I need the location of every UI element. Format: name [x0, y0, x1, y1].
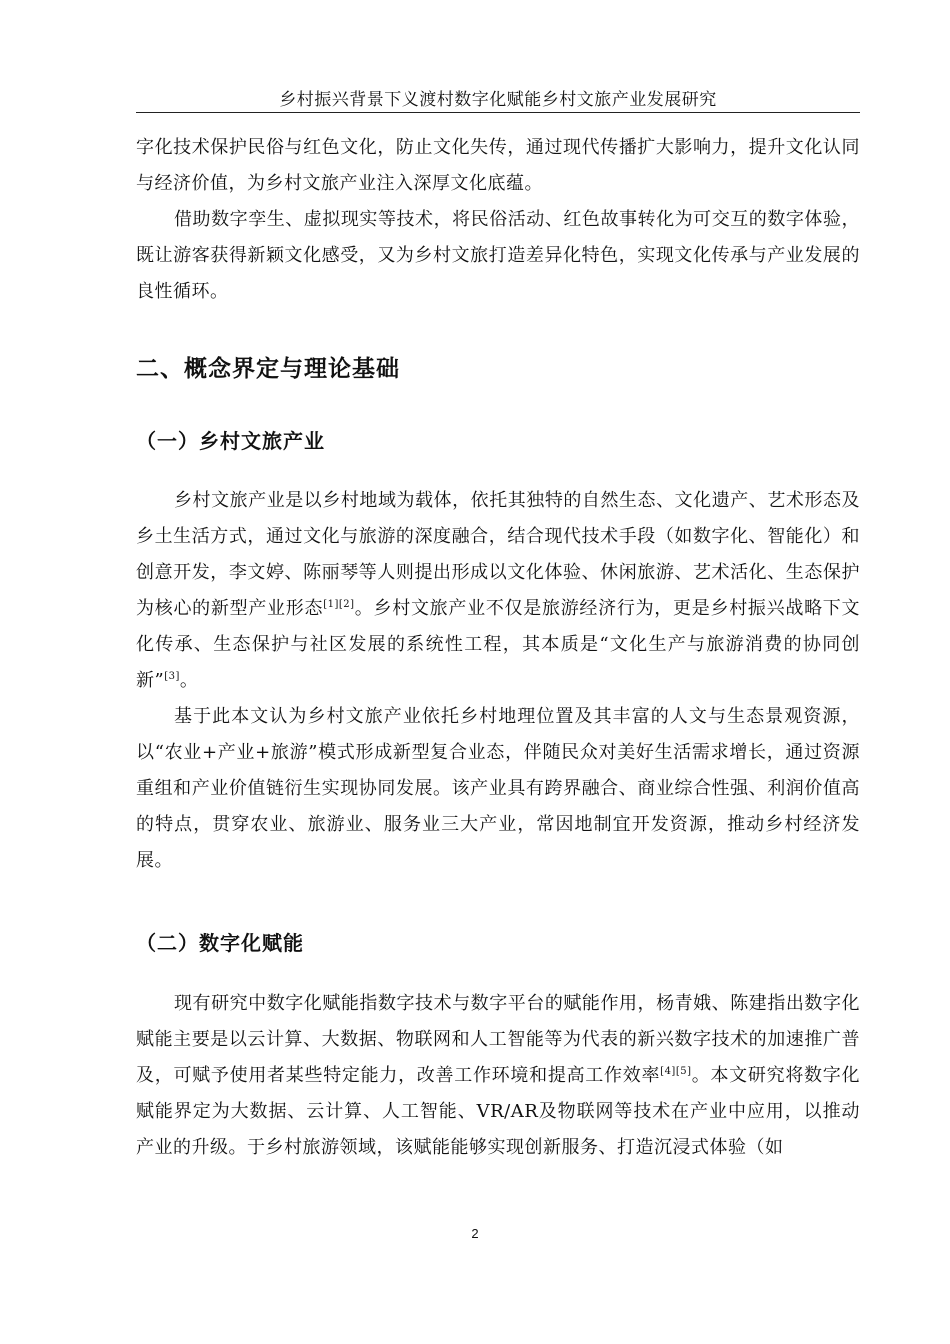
subsection-2-paragraph-1 — [136, 986, 860, 1166]
running-header: 乡村振兴背景下义渡村数字化赋能乡村文旅产业发展研究 — [279, 90, 717, 110]
subsection-heading-1: （一）乡村文旅产业 — [136, 429, 325, 453]
subsection-heading-2: （二）数字化赋能 — [136, 931, 304, 955]
subsection-1-paragraph-2: 基于此本文认为乡村文旅产业依托乡村地理位置及其丰富的人文与生态景观资源，以“农业+产业+旅游”模式形成新型复合业态，伴随民众对美好生活需求增长，通过资源重组和产业价值链衍生实现协同发展。该产业具有跨界融合、商业综合性强、利润价值高的特点，贯穿农业、旅游业、服务业三大产业，常因地制宜开发资源，推动乡村经济发展。 — [136, 706, 860, 871]
header-rule — [136, 112, 860, 113]
section-heading: 二、概念界定与理论基础 — [136, 356, 400, 382]
intro-paragraph-2: 借助数字孪生、虚拟现实等技术，将民俗活动、红色故事转化为可交互的数字体验，既让游客获得新颖文化感受，又为乡村文旅打造差异化特色，实现文化传承与产业发展的良性循环。 — [136, 209, 860, 302]
subsection-1-body — [136, 483, 860, 879]
citation-ref: [3] — [164, 671, 180, 682]
paragraph-text: 。本文研究将数字化赋能界定为大数据、云计算、人工智能、VR/AR及物联网等技术在产业中应用，以推动产业的升级。于乡村旅游领域，该赋能能够实现创新服务、打造沉浸式体验（如 — [136, 1065, 860, 1158]
page-number: 2 — [471, 1226, 479, 1241]
intro-paragraph-1: 字化技术保护民俗与红色文化，防止文化失传，通过现代传播扩大影响力，提升文化认同与经济价值，为乡村文旅产业注入深厚文化底蕴。 — [136, 137, 860, 194]
paragraph-text: 。乡村文旅产业不仅是旅游经济行为，更是乡村振兴战略下文化传承、生态保护与社区发展的系统性工程，其本质是“文化生产与旅游消费的协同创新” — [136, 598, 861, 691]
subsection-1-paragraph-1 — [136, 483, 860, 699]
paragraph-text: 。 — [179, 670, 199, 691]
citation-ref: [4][5] — [660, 1066, 692, 1077]
paragraph-text: 现有研究中数字化赋能指数字技术与数字平台的赋能作用，杨青娥、陈建指出数字化赋能主要是以云计算、大数据、物联网和人工智能等为代表的新兴数字技术的加速推广普及，可赋予使用者某些特定能力，改善工作环境和提高工作效率 — [136, 993, 860, 1086]
intro-block — [136, 130, 860, 310]
citation-ref: [1][2] — [323, 599, 355, 610]
subsection-2-body — [136, 986, 860, 1166]
paragraph-text: 乡村文旅产业是以乡村地域为载体，依托其独特的自然生态、文化遗产、艺术形态及乡土生活方式，通过文化与旅游的深度融合，结合现代技术手段（如数字化、智能化）和创意开发，李文婷、陈丽琴等人则提出形成以文化体验、休闲旅游、艺术活化、生态保护为核心的新型产业形态 — [136, 490, 860, 619]
